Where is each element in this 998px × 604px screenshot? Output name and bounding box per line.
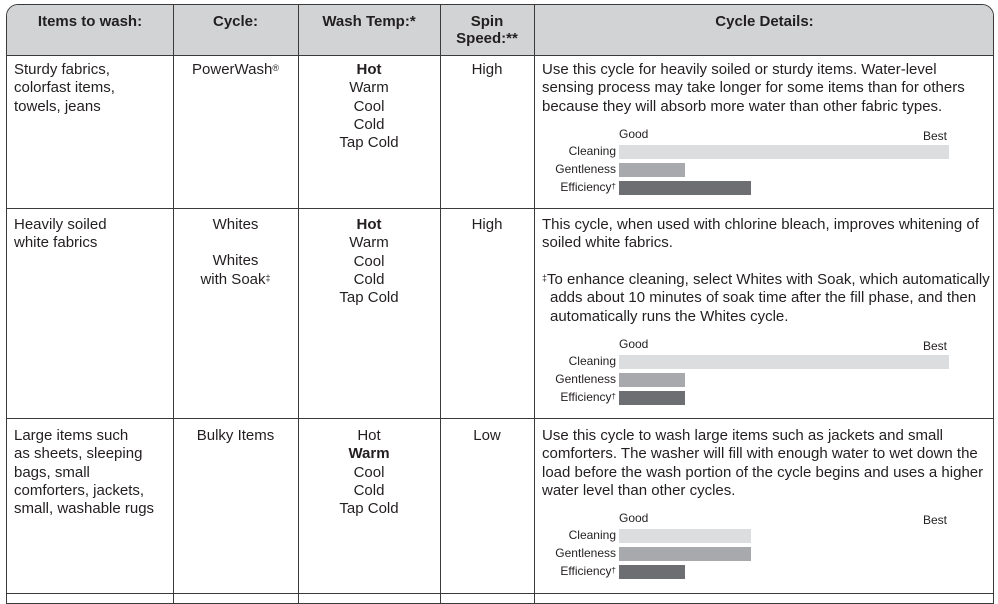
row3-items (14, 427, 169, 518)
row2-cycle (173, 216, 298, 289)
row1-details: Use this cycle for heavily soiled or sturdy items. Water-level sensing process may take longer for some items than for others because they will absorb more water than other fabric types. (542, 61, 965, 115)
rating-bar-gentleness (619, 163, 685, 177)
cycle-name: Whites (212, 216, 259, 233)
cycle-name-soak: with Soak (200, 270, 266, 288)
rating-bar-efficiency (619, 391, 685, 405)
rating-good-label: Good (619, 511, 649, 525)
rating-label-efficiency: Efficiency† (560, 180, 616, 194)
row2-details: This cycle, when used with chlorine bleach, improves whitening of soiled white fabrics. (542, 216, 979, 252)
items-line: as sheets, sleeping (14, 445, 143, 463)
temp-option: Cold (353, 481, 385, 499)
row2-temps (298, 216, 440, 307)
row2-items (14, 216, 169, 253)
dagger-mark: † (611, 566, 616, 575)
table-header (7, 5, 993, 56)
temp-option: Cool (353, 463, 385, 481)
double-dagger-mark: ‡ (265, 272, 271, 283)
header-cycle-details: Cycle Details: (715, 13, 814, 30)
rating-label-efficiency: Efficiency† (560, 390, 616, 404)
row-divider (7, 418, 993, 419)
row1-items (14, 61, 169, 116)
rating-bar-efficiency (619, 565, 685, 579)
dagger-mark: † (611, 392, 616, 401)
rating-best-label: Best (923, 129, 948, 143)
rating-best-label: Best (923, 339, 948, 353)
rating-label-gentleness: Gentleness (555, 546, 616, 560)
header-spin-line2: Speed:** (456, 30, 518, 47)
temp-option: Hot (356, 61, 382, 78)
row1-cycle (173, 61, 298, 79)
row3-spin: Low (473, 427, 501, 444)
cycle-name: PowerWash (192, 61, 273, 78)
header-items: Items to wash: (37, 13, 143, 30)
items-line: Heavily soiled (14, 216, 107, 233)
temp-option: Hot (356, 216, 382, 233)
rating-bar-gentleness (619, 373, 685, 387)
items-line: colorfast items, (14, 79, 115, 97)
header-spin-speed (440, 13, 534, 63)
rating-bar-efficiency (619, 181, 751, 195)
rating-bar-cleaning (619, 529, 751, 543)
temp-option: Cool (353, 252, 385, 270)
row2-spin: High (471, 216, 503, 233)
items-line: Sturdy fabrics, (14, 61, 110, 78)
row3-cycle: Bulky Items (196, 427, 275, 444)
column-divider (173, 5, 174, 604)
temp-option: Cold (353, 270, 385, 288)
row-divider (7, 593, 993, 594)
items-line: comforters, jackets, (14, 481, 145, 499)
temp-option: Warm (349, 234, 389, 252)
row1-temps (298, 61, 440, 152)
rating-label-gentleness: Gentleness (555, 162, 616, 176)
rating-bar-cleaning (619, 145, 949, 159)
rating-bar-gentleness (619, 547, 751, 561)
temp-option: Tap Cold (339, 500, 399, 518)
rating-label-gentleness: Gentleness (555, 372, 616, 386)
temp-option: Hot (357, 427, 381, 444)
note-text: To enhance cleaning, select Whites with Soak, which automatically adds about 10 minutes of soak time after the fill phase, and then automatically runs the Whites cycle. (547, 271, 990, 325)
items-line: bags, small (14, 463, 90, 481)
registered-mark: ® (272, 63, 279, 73)
column-divider (440, 5, 441, 604)
temp-option: Cold (353, 115, 385, 133)
header-cycle: Cycle: (212, 13, 259, 30)
rating-best-label: Best (923, 513, 948, 527)
items-line: Large items such (14, 427, 129, 444)
cycle-name-soak: Whites (212, 252, 259, 270)
wash-cycle-table (6, 4, 994, 604)
dagger-mark: † (611, 182, 616, 191)
temp-option: Tap Cold (339, 134, 399, 152)
items-line: towels, jeans (14, 97, 101, 115)
temp-option: Cool (353, 97, 385, 115)
items-line: white fabrics (14, 234, 98, 252)
rating-good-label: Good (619, 127, 649, 141)
row2-note (542, 271, 990, 326)
column-divider (534, 5, 535, 604)
row-divider (7, 208, 993, 209)
rating-label-efficiency: Efficiency† (560, 564, 616, 578)
header-spin-line1: Spin (470, 13, 504, 30)
items-line: small, washable rugs (14, 500, 155, 518)
row3-details: Use this cycle to wash large items such as jackets and small comforters. The washer will fill with enough water to wet down the load before the wash portion of the cycle begins and uses a higher water level than other cycles. (542, 427, 984, 499)
rating-good-label: Good (619, 337, 649, 351)
header-wash-temp: Wash Temp:* (322, 13, 416, 30)
rating-label-cleaning: Cleaning (568, 144, 616, 158)
rating-label-cleaning: Cleaning (568, 354, 616, 368)
temp-option: Warm (349, 79, 389, 97)
rating-bar-cleaning (619, 355, 949, 369)
temp-option: Tap Cold (339, 289, 399, 307)
temp-option: Warm (348, 445, 390, 463)
rating-label-cleaning: Cleaning (568, 528, 616, 542)
row1-spin: High (471, 61, 503, 78)
double-dagger-mark: ‡ (542, 273, 548, 283)
row3-temps (298, 427, 440, 518)
